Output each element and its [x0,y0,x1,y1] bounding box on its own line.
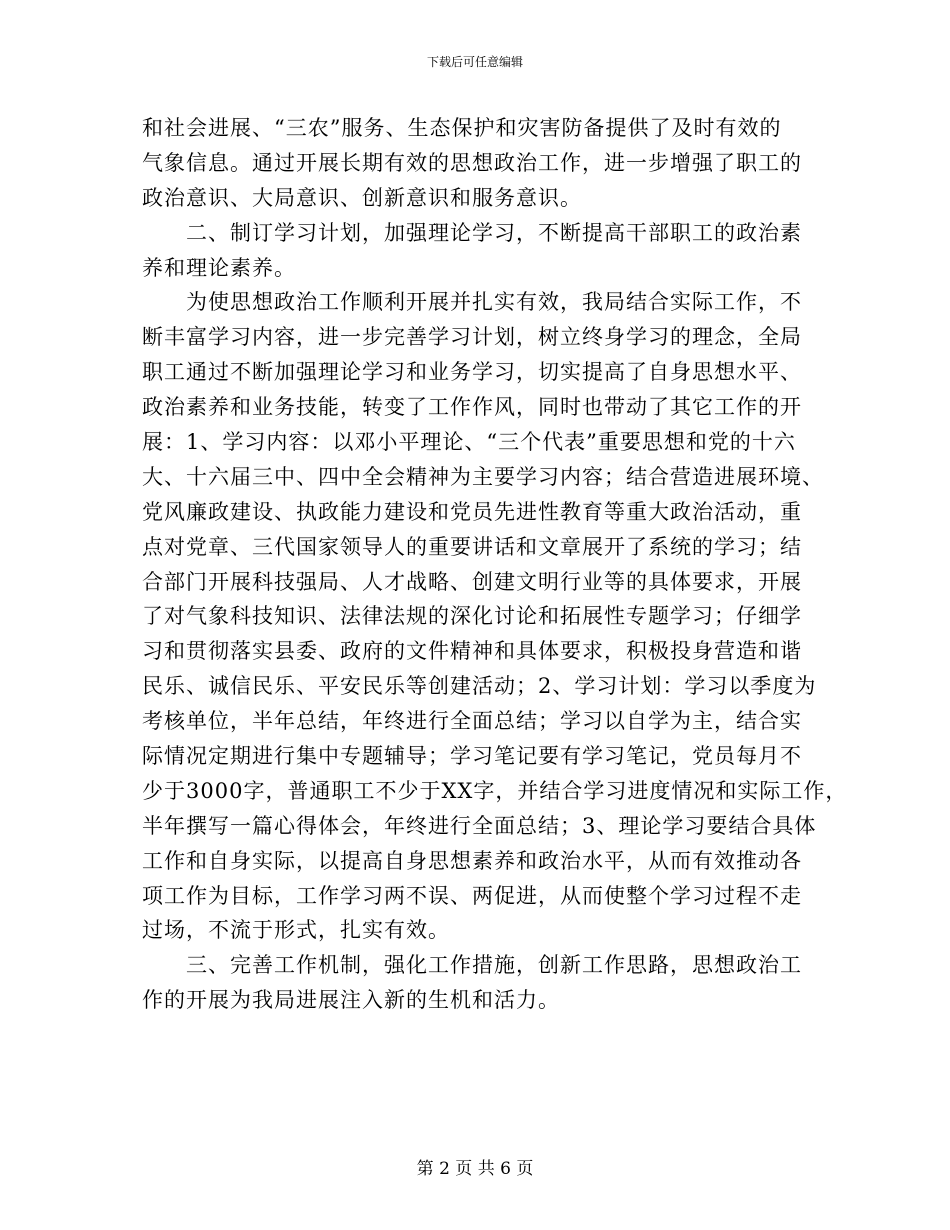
text-line: 断丰富学习内容，进一步完善学习计划，树立终身学习的理念，全局 [142,325,802,350]
text-line: 党风廉政建设、执政能力建设和党员先进性教育等重大政治活动，重 [142,499,802,524]
text-line: 和社会进展、“三农”服务、生态保护和灾害防备提供了及时有效的 [142,116,782,140]
text-line: 际情况定期进行集中专题辅导；学习笔记要有学习笔记，党员每月不 [142,744,802,769]
text-line: 气象信息。通过开展长期有效的思想政治工作，进一步增强了职工的 [142,150,802,175]
section-heading-line: 二、制订学习计划，加强理论学习，不断提高干部职工的政治素 [142,220,802,245]
text-line: 政治素养和业务技能，转变了工作作风，同时也带动了其它工作的开 [142,395,802,420]
text-line: 考核单位，半年总结，年终进行全面总结；学习以自学为主，结合实 [142,709,802,734]
page-number-footer: 第 2 页 共 6 页 [416,1159,534,1179]
text-line: 大、十六届三中、四中全会精神为主要学习内容；结合营造进展环境、 [142,464,824,489]
text-line: 过场，不流于形式，扎实有效。 [142,918,450,943]
text-line: 习和贯彻落实县委、政府的文件精神和具体要求，积极投身营造和谐 [142,639,802,664]
page-header: 下载后可任意编辑 [426,55,523,69]
text-line: 政治意识、大局意识、创新意识和服务意识。 [142,185,582,210]
text-line: 职工通过不断加强理论学习和业务学习，切实提高了自身思想水平、 [142,360,802,385]
text-line: 半年撰写一篇心得体会，年终进行全面总结；3、理论学习要结合具体 [142,813,817,838]
section-heading-line: 作的开展为我局进展注入新的生机和活力。 [142,988,560,1013]
document-body [142,111,848,1018]
section-heading-line: 养和理论素养。 [142,255,296,280]
text-line: 合部门开展科技强局、人才战略、创建文明行业等的具体要求，开展 [142,569,802,594]
text-line: 展：1、学习内容：以邓小平理论、“三个代表”重要思想和党的十六 [142,430,796,455]
text-line: 民乐、诚信民乐、平安民乐等创建活动；2、学习计划：学习以季度为 [142,674,817,699]
text-line: 了对气象科技知识、法律法规的深化讨论和拓展性专题学习；仔细学 [142,604,802,629]
section-heading-line: 三、完善工作机制，强化工作措施，创新工作思路，思想政治工 [142,953,802,978]
text-line: 工作和自身实际，以提高自身思想素养和政治水平，从而有效推动各 [142,848,802,873]
text-line: 点对党章、三代国家领导人的重要讲话和文章展开了系统的学习；结 [142,534,802,559]
text-line: 少于3000字，普通职工不少于XX字，并结合学习进度情况和实际工作， [142,778,848,803]
text-line: 为使思想政治工作顺利开展并扎实有效，我局结合实际工作，不 [142,290,802,315]
text-line: 项工作为目标，工作学习两不误、两促进，从而使整个学习过程不走 [142,883,802,908]
